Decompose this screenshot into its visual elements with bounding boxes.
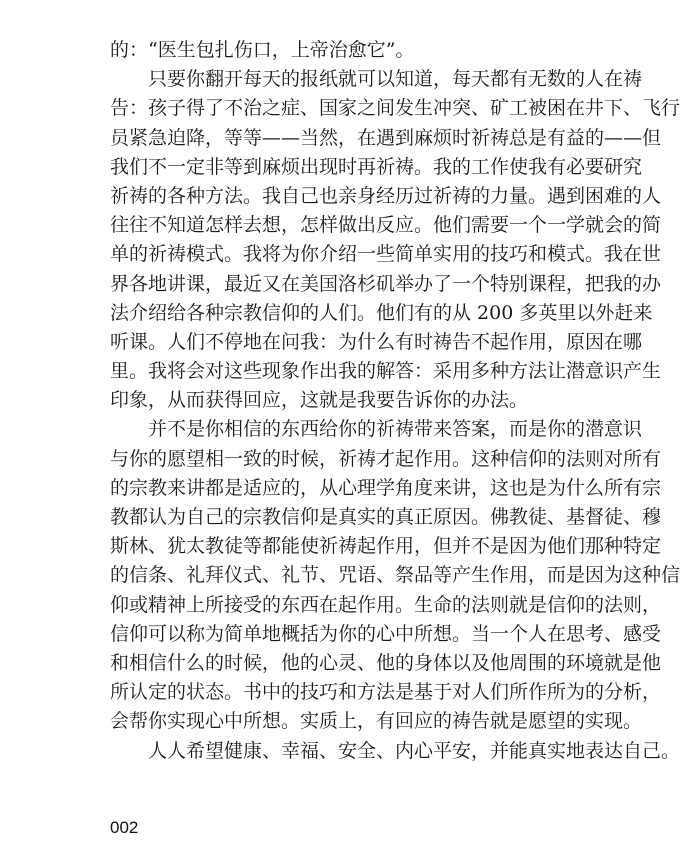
page-body — [110, 36, 681, 766]
text-line: 的宗教来讲都是适应的，从心理学角度来讲，这也是为什么所有宗 — [110, 476, 662, 499]
text-line: 的：“医生包扎伤口，上帝治愈它”。 — [110, 39, 415, 61]
text-line: 法介绍给各种宗教信仰的人们。他们有的从 200 多英里以外赶来 — [110, 301, 653, 324]
text-line: 仰或精神上所接受的东西在起作用。生命的法则就是信仰的法则， — [110, 593, 662, 616]
paragraph-3 — [110, 415, 681, 736]
text-line: 界各地讲课，最近又在美国洛杉矶举办了一个特别课程，把我的办 — [110, 272, 662, 295]
text-line: 教都认为自己的宗教信仰是真实的真正原因。佛教徒、基督徒、穆 — [110, 506, 662, 528]
paragraph-4 — [110, 737, 681, 766]
text-line: 信仰可以称为简单地概括为你的心中所想。当一个人在思考、感受 — [110, 622, 662, 645]
text-line: 印象，从而获得回应，这就是我要告诉你的办法。 — [110, 389, 529, 412]
text-line: 祈祷的各种方法。我自己也亲身经历过祈祷的力量。遇到困难的人 — [110, 184, 662, 207]
text-line: 和相信什么的时候，他的心灵、他的身体以及他周围的环境就是他 — [110, 651, 662, 674]
text-line: 员紧急迫降，等等——当然，在遇到麻烦时祈祷总是有益的——但 — [110, 126, 662, 149]
paragraph-1 — [110, 36, 618, 65]
text-line: 的信条、礼拜仪式、礼节、咒语、祭品等产生作用，而是因为这种信 — [110, 564, 681, 587]
text-line: 所认定的状态。书中的技巧和方法是基于对人们所作所为的分析， — [110, 681, 662, 704]
text-line: 里。我将会对这些现象作出我的解答：采用多种方法让潜意识产生 — [110, 360, 662, 383]
text-line: 告：孩子得了不治之症、国家之间发生冲突、矿工被困在井下、飞行 — [110, 97, 681, 120]
text-line: 听课。人们不停地在问我：为什么有时祷告不起作用，原因在哪 — [110, 330, 643, 353]
text-line: 我们不一定非等到麻烦出现时再祈祷。我的工作使我有必要研究 — [110, 155, 643, 178]
text-line: 只要你翻开每天的报纸就可以知道，每天都有无数的人在祷 — [148, 68, 643, 91]
text-line: 往往不知道怎样去想，怎样做出反应。他们需要一个一学就会的简 — [110, 214, 662, 237]
text-line: 与你的愿望相一致的时候，祈祷才起作用。这种信仰的法则对所有 — [110, 447, 662, 470]
text-line: 人人希望健康、幸福、安全、内心平安，并能真实地表达自己。 — [148, 739, 681, 762]
text-line: 会帮你实现心中所想。实质上，有回应的祷告就是愿望的实现。 — [110, 710, 643, 733]
text-line: 斯林、犹太教徒等都能使祈祷起作用，但并不是因为他们那种特定 — [110, 535, 662, 558]
page-number: 002 — [110, 818, 139, 837]
text-line: 单的祈祷模式。我将为你介绍一些简单实用的技巧和模式。我在世 — [110, 243, 662, 266]
text-line: 并不是你相信的东西给你的祈祷带来答案，而是你的潜意识 — [148, 418, 643, 441]
paragraph-2 — [110, 65, 681, 415]
